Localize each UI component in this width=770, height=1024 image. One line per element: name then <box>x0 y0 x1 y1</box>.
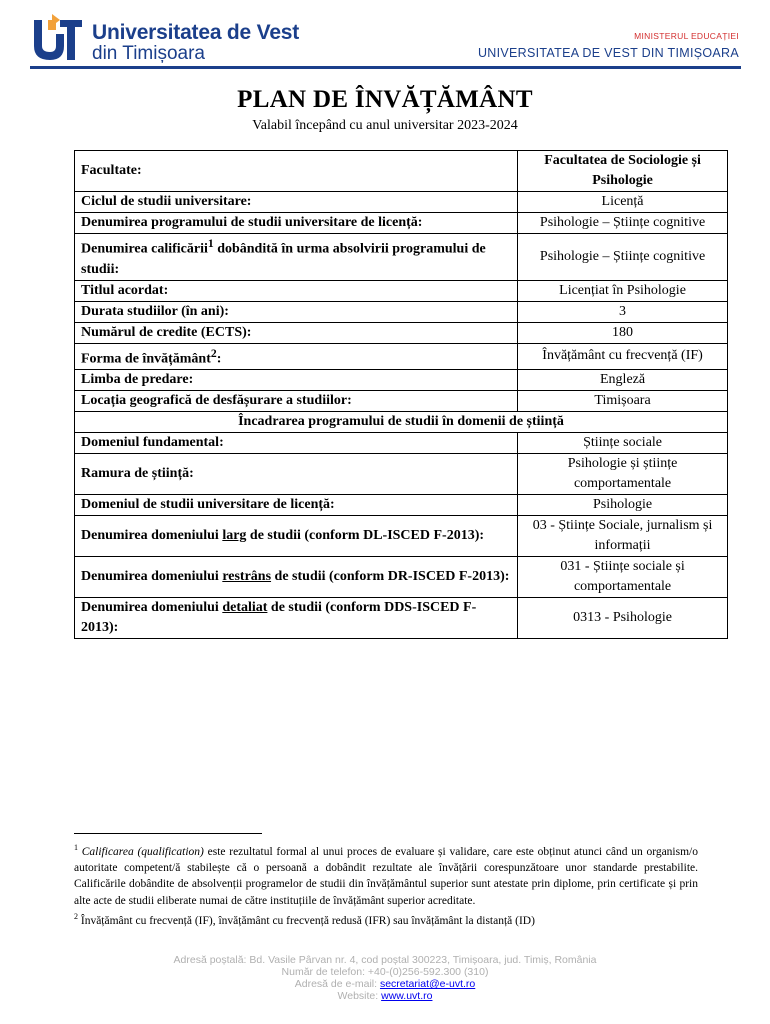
row-value: Timișoara <box>518 391 728 412</box>
row-value: Facultatea de Sociologie și Psihologie <box>518 151 728 192</box>
email-link[interactable]: secretariat@e-uvt.ro <box>379 978 476 990</box>
table-row <box>75 391 728 412</box>
logo-wordmark <box>92 22 299 64</box>
section-heading: Încadrarea programului de studii în domenii de știință <box>75 412 728 433</box>
table-row <box>75 557 728 598</box>
footnote-ref: 2 <box>210 346 217 360</box>
page-footer <box>0 954 770 1002</box>
row-key: Titlul acordat: <box>75 280 518 301</box>
row-key-part: Denumirea calificării <box>81 241 208 257</box>
row-value: 0313 - Psihologie <box>518 598 728 639</box>
row-value: Engleză <box>518 370 728 391</box>
row-key-part: Denumirea domeniului <box>81 600 223 616</box>
row-key: Ramura de știință: <box>75 454 518 495</box>
footer-phone: Număr de telefon: +40-(0)256-592.300 (310) <box>281 966 489 978</box>
row-value: Psihologie – Științe cognitive <box>518 234 728 281</box>
header-rule <box>70 66 741 69</box>
row-key-part: dobândită în urma absolvirii programului de studii: <box>81 241 486 277</box>
table-row <box>75 433 728 454</box>
row-key <box>75 557 518 598</box>
row-key <box>75 343 518 370</box>
row-key <box>75 598 518 639</box>
footer-website-label: Website: <box>337 990 382 1002</box>
row-value: 3 <box>518 301 728 322</box>
page-subtitle: Valabil începând cu anul universitar 2023-2024 <box>252 118 518 133</box>
footnote-1 <box>74 840 698 909</box>
footer-email-label: Adresă de e-mail: <box>294 978 380 990</box>
row-key: Denumirea programului de studii universitare de licență: <box>75 213 518 234</box>
row-value: Psihologie și științe comportamentale <box>518 454 728 495</box>
table-row <box>75 151 728 192</box>
row-value: Licență <box>518 192 728 213</box>
table-row <box>75 598 728 639</box>
university-label: UNIVERSITATEA DE VEST DIN TIMIȘOARA <box>477 46 739 60</box>
row-key: Domeniul de studii universitare de licență: <box>75 495 518 516</box>
table-row <box>75 192 728 213</box>
footnote-rule <box>74 833 262 834</box>
table-row <box>75 322 728 343</box>
row-key-part: de studii (conform DR-ISCED F-2013): <box>271 569 510 585</box>
logo-line1: Universitatea de Vest <box>92 21 300 44</box>
table-row <box>75 213 728 234</box>
row-key-part: Denumirea domeniului <box>81 569 223 585</box>
table-row <box>75 516 728 557</box>
row-key-part: de studii (conform DL-ISCED F-2013): <box>246 528 485 544</box>
footnotes <box>74 840 698 929</box>
table-row <box>75 343 728 370</box>
program-info-table <box>74 150 728 639</box>
footnote-text: este rezultatul formal al unui proces de evaluare și validare, care este obținut atunci când un organism/o autoritate competent/ă stabilește că o persoană a dobândit rezultate ale învățării corespunzătoare unor standarde prestabilite. Calificările dobândite de absolvenții programelor de studii din învățământul superior sunt atestate prin diplome, prin certificate și prin alte acte de studii eliberate numai de către instituțiile de învățământ superior acreditate. <box>74 845 698 907</box>
row-value: Învățământ cu frecvență (IF) <box>518 343 728 370</box>
footnote-number: 2 <box>74 912 78 922</box>
row-value: Licențiat în Psihologie <box>518 280 728 301</box>
page-title: PLAN DE ÎNVĂȚĂMÂNT <box>237 86 533 113</box>
table-row <box>75 495 728 516</box>
row-value: 03 - Științe Sociale, jurnalism și informații <box>518 516 728 557</box>
row-key <box>75 516 518 557</box>
row-key-part: de studii (conform DDS-ISCED F-2013): <box>81 600 477 636</box>
footnote-text: Învățământ cu frecvență (IF), învățământ cu frecvență redusă (IFR) sau învățământ la distanță (ID) <box>78 914 535 927</box>
section-row <box>75 412 728 433</box>
row-key: Durata studiilor (în ani): <box>75 301 518 322</box>
row-key: Domeniul fundamental: <box>75 433 518 454</box>
page-header <box>0 0 770 72</box>
row-value: Științe sociale <box>518 433 728 454</box>
footnote-ref: 1 <box>207 237 214 250</box>
footnote-term: Calificarea (qualification) <box>81 845 204 858</box>
row-key: Locația geografică de desfășurare a studiilor: <box>75 391 518 412</box>
table-row <box>75 370 728 391</box>
row-key-part: : <box>216 351 222 367</box>
footnote-2 <box>74 909 698 929</box>
row-key: Facultate: <box>75 151 518 192</box>
row-value: 031 - Științe sociale și comportamentale <box>518 557 728 598</box>
row-key: Limba de predare: <box>75 370 518 391</box>
row-value: Psihologie <box>518 495 728 516</box>
row-value: 180 <box>518 322 728 343</box>
row-key-part: Forma de învățământ <box>81 351 211 367</box>
ministry-label: MINISTERUL EDUCAȚIEI <box>634 31 739 41</box>
footer-website-line <box>0 990 770 1002</box>
row-key-part: Denumirea domeniului <box>81 528 223 544</box>
header-rule-left <box>30 66 70 69</box>
row-key <box>75 234 518 281</box>
row-value: Psihologie – Științe cognitive <box>518 213 728 234</box>
row-key: Numărul de credite (ECTS): <box>75 322 518 343</box>
footer-email-line <box>0 978 770 990</box>
table-row <box>75 280 728 301</box>
logo-line2: din Timișoara <box>92 43 205 64</box>
row-key: Ciclul de studii universitare: <box>75 192 518 213</box>
table-row <box>75 301 728 322</box>
row-key-underlined: detaliat <box>222 600 268 616</box>
row-key-underlined: larg <box>222 528 247 544</box>
table-row <box>75 234 728 281</box>
footer-address: Adresă poștală: Bd. Vasile Pârvan nr. 4, cod poștal 300223, Timișoara, jud. Timiș, România <box>173 954 597 966</box>
table-row <box>75 454 728 495</box>
uvt-logo-icon <box>30 14 82 64</box>
website-link[interactable]: www.uvt.ro <box>381 990 433 1002</box>
row-key-underlined: restrâns <box>222 569 272 585</box>
footnote-number: 1 <box>74 843 78 852</box>
